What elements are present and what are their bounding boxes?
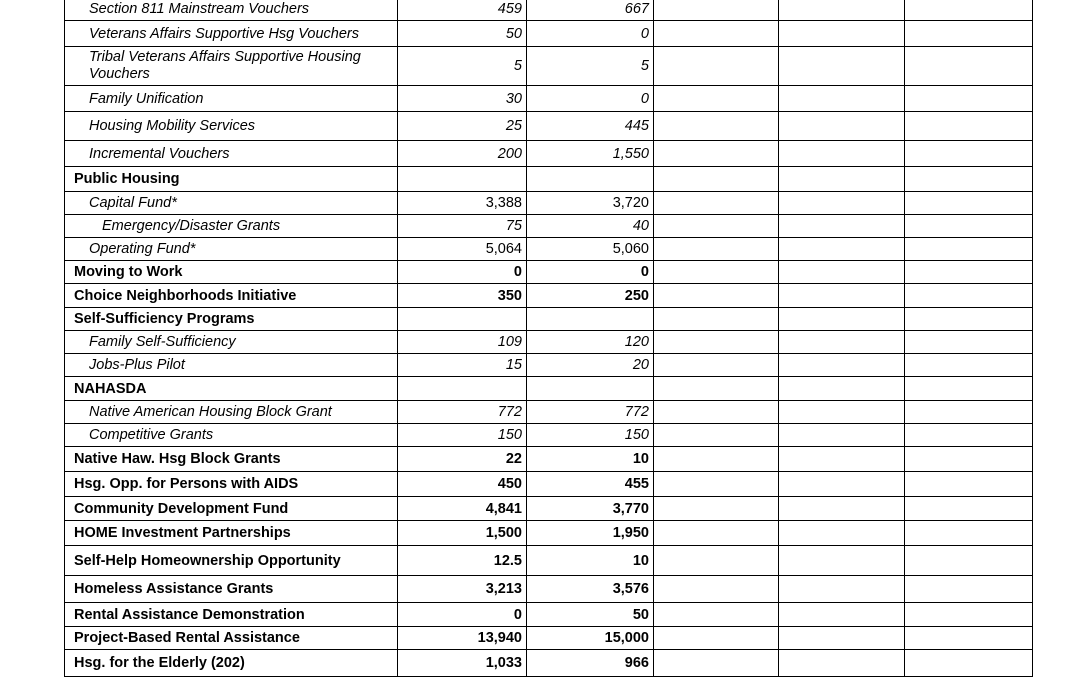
empty-cell	[905, 141, 1033, 167]
row-label-text: Family Unification	[89, 90, 204, 107]
empty-cell	[905, 192, 1033, 215]
empty-cell	[654, 86, 779, 112]
value-col-2: 772	[527, 401, 654, 424]
value-col-2	[527, 308, 654, 331]
empty-cell	[654, 308, 779, 331]
value-col-2: 5,060	[527, 238, 654, 261]
row-label	[65, 472, 398, 497]
row-label-text: Public Housing	[74, 171, 180, 187]
value-col-2: 3,720	[527, 192, 654, 215]
empty-cell	[654, 546, 779, 576]
value-col-1: 0	[398, 603, 527, 627]
row-label-text: Self-Help Homeownership Opportunity	[74, 552, 341, 569]
table-row	[65, 650, 1033, 677]
value-col-1: 22	[398, 447, 527, 472]
empty-cell	[779, 627, 905, 650]
value-col-1: 1,033	[398, 650, 527, 677]
row-label	[65, 192, 398, 215]
value-col-1: 4,841	[398, 497, 527, 521]
table-row	[65, 21, 1033, 47]
empty-cell	[905, 521, 1033, 546]
row-label-text: Homeless Assistance Grants	[74, 581, 274, 597]
empty-cell	[905, 86, 1033, 112]
row-label	[65, 354, 398, 377]
empty-cell	[654, 215, 779, 238]
row-label	[65, 576, 398, 603]
value-col-2: 150	[527, 424, 654, 447]
row-label-text: Native Haw. Hsg Block Grants	[74, 451, 281, 467]
empty-cell	[905, 331, 1033, 354]
value-col-1	[398, 308, 527, 331]
row-label	[65, 47, 398, 86]
value-col-1	[398, 167, 527, 192]
value-col-2: 50	[527, 603, 654, 627]
value-col-2: 5	[527, 47, 654, 86]
table-row	[65, 447, 1033, 472]
empty-cell	[779, 521, 905, 546]
value-col-2: 1,950	[527, 521, 654, 546]
value-col-1: 5,064	[398, 238, 527, 261]
empty-cell	[654, 377, 779, 401]
table-row	[65, 377, 1033, 401]
empty-cell	[654, 424, 779, 447]
row-label-text: Hsg. for the Elderly (202)	[74, 655, 245, 671]
value-col-2: 667	[527, 0, 654, 21]
empty-cell	[779, 354, 905, 377]
row-label	[65, 141, 398, 167]
table-row	[65, 401, 1033, 424]
value-col-1: 5	[398, 47, 527, 86]
value-col-2: 1,550	[527, 141, 654, 167]
row-label-text: Housing Mobility Services	[89, 118, 256, 134]
empty-cell	[779, 192, 905, 215]
row-label	[65, 112, 398, 141]
table-row	[65, 546, 1033, 576]
empty-cell	[779, 284, 905, 308]
empty-cell	[905, 576, 1033, 603]
table-row	[65, 521, 1033, 546]
value-col-2: 10	[527, 546, 654, 576]
empty-cell	[654, 331, 779, 354]
value-col-1: 450	[398, 472, 527, 497]
empty-cell	[654, 603, 779, 627]
value-col-2: 120	[527, 331, 654, 354]
row-label	[65, 238, 398, 261]
row-label-text: Native American Housing Block Grant	[89, 404, 332, 420]
empty-cell	[654, 47, 779, 86]
value-col-2: 250	[527, 284, 654, 308]
row-label	[65, 0, 398, 21]
empty-cell	[779, 141, 905, 167]
value-col-1: 200	[398, 141, 527, 167]
table-row	[65, 331, 1033, 354]
table-row	[65, 167, 1033, 192]
row-label-text: Competitive Grants	[89, 427, 214, 443]
empty-cell	[905, 112, 1033, 141]
empty-cell	[654, 141, 779, 167]
value-col-1: 12.5	[398, 546, 527, 576]
empty-cell	[905, 284, 1033, 308]
row-label	[65, 401, 398, 424]
empty-cell	[654, 521, 779, 546]
table-row	[65, 627, 1033, 650]
row-label	[65, 603, 398, 627]
empty-cell	[905, 546, 1033, 576]
value-col-1: 25	[398, 112, 527, 141]
value-col-1: 772	[398, 401, 527, 424]
row-label	[65, 424, 398, 447]
value-col-1: 1,500	[398, 521, 527, 546]
empty-cell	[905, 308, 1033, 331]
empty-cell	[654, 112, 779, 141]
empty-cell	[905, 0, 1033, 21]
empty-cell	[779, 331, 905, 354]
row-label-text: Family Self-Sufficiency	[89, 334, 236, 350]
table-row	[65, 112, 1033, 141]
value-col-1	[398, 377, 527, 401]
row-label-text: Choice Neighborhoods Initiative	[74, 287, 297, 304]
empty-cell	[779, 377, 905, 401]
value-col-2: 445	[527, 112, 654, 141]
table-row	[65, 424, 1033, 447]
empty-cell	[654, 0, 779, 21]
empty-cell	[779, 650, 905, 677]
empty-cell	[905, 603, 1033, 627]
table-row	[65, 141, 1033, 167]
row-label-text: Incremental Vouchers	[89, 145, 230, 162]
empty-cell	[905, 354, 1033, 377]
row-label-text: Capital Fund*	[89, 195, 177, 211]
row-label	[65, 331, 398, 354]
table-row	[65, 238, 1033, 261]
empty-cell	[779, 546, 905, 576]
value-col-1: 13,940	[398, 627, 527, 650]
empty-cell	[905, 167, 1033, 192]
row-label-text: Veterans Affairs Supportive Hsg Vouchers	[89, 25, 359, 42]
empty-cell	[779, 215, 905, 238]
row-label	[65, 650, 398, 677]
value-col-2: 0	[527, 86, 654, 112]
empty-cell	[905, 650, 1033, 677]
empty-cell	[654, 650, 779, 677]
empty-cell	[654, 284, 779, 308]
empty-cell	[779, 238, 905, 261]
row-label-text: Hsg. Opp. for Persons with AIDS	[74, 476, 299, 492]
value-col-2: 966	[527, 650, 654, 677]
empty-cell	[654, 447, 779, 472]
row-label	[65, 377, 398, 401]
table-row	[65, 192, 1033, 215]
value-col-1: 0	[398, 261, 527, 284]
table-row	[65, 86, 1033, 112]
value-col-1: 459	[398, 0, 527, 21]
value-col-1: 3,388	[398, 192, 527, 215]
empty-cell	[654, 497, 779, 521]
row-label	[65, 167, 398, 192]
budget-table	[64, 0, 1033, 677]
empty-cell	[779, 167, 905, 192]
empty-cell	[779, 424, 905, 447]
row-label	[65, 21, 398, 47]
row-label-text: Tribal Veterans Affairs Supportive Housing Vouchers	[89, 49, 361, 82]
empty-cell	[905, 472, 1033, 497]
row-label-text: Community Development Fund	[74, 500, 289, 517]
empty-cell	[779, 0, 905, 21]
empty-cell	[779, 576, 905, 603]
value-col-2: 3,576	[527, 576, 654, 603]
row-label-text: Rental Assistance Demonstration	[74, 606, 305, 623]
row-label-text: Self-Sufficiency Programs	[74, 311, 255, 327]
empty-cell	[905, 401, 1033, 424]
empty-cell	[905, 238, 1033, 261]
table-row	[65, 261, 1033, 284]
row-label	[65, 215, 398, 238]
row-label	[65, 497, 398, 521]
empty-cell	[905, 377, 1033, 401]
value-col-1: 350	[398, 284, 527, 308]
value-col-1: 3,213	[398, 576, 527, 603]
empty-cell	[905, 21, 1033, 47]
row-label	[65, 627, 398, 650]
table-row	[65, 215, 1033, 238]
empty-cell	[779, 21, 905, 47]
row-label-text: HOME Investment Partnerships	[74, 525, 291, 541]
value-col-1: 150	[398, 424, 527, 447]
empty-cell	[779, 112, 905, 141]
row-label	[65, 308, 398, 331]
row-label-text: NAHASDA	[74, 380, 147, 397]
table-row	[65, 472, 1033, 497]
empty-cell	[654, 401, 779, 424]
value-col-2	[527, 167, 654, 192]
value-col-2: 455	[527, 472, 654, 497]
value-col-1: 75	[398, 215, 527, 238]
row-label	[65, 521, 398, 546]
table-row	[65, 354, 1033, 377]
empty-cell	[654, 192, 779, 215]
budget-table-body	[65, 0, 1033, 677]
empty-cell	[905, 627, 1033, 650]
empty-cell	[654, 167, 779, 192]
empty-cell	[654, 261, 779, 284]
table-row	[65, 0, 1033, 21]
row-label	[65, 546, 398, 576]
empty-cell	[779, 497, 905, 521]
row-label-text: Emergency/Disaster Grants	[102, 218, 281, 234]
value-col-1: 50	[398, 21, 527, 47]
row-label	[65, 447, 398, 472]
empty-cell	[905, 424, 1033, 447]
empty-cell	[779, 308, 905, 331]
row-label-text: Jobs-Plus Pilot	[89, 357, 185, 373]
empty-cell	[654, 576, 779, 603]
value-col-2: 15,000	[527, 627, 654, 650]
empty-cell	[654, 354, 779, 377]
table-row	[65, 47, 1033, 86]
value-col-1: 30	[398, 86, 527, 112]
value-col-1: 109	[398, 331, 527, 354]
value-col-2: 3,770	[527, 497, 654, 521]
table-row	[65, 603, 1033, 627]
row-label	[65, 261, 398, 284]
value-col-1: 15	[398, 354, 527, 377]
table-row	[65, 576, 1033, 603]
empty-cell	[905, 215, 1033, 238]
value-col-2: 0	[527, 261, 654, 284]
value-col-2: 20	[527, 354, 654, 377]
row-label-text: Project-Based Rental Assistance	[74, 630, 300, 646]
empty-cell	[779, 261, 905, 284]
empty-cell	[905, 447, 1033, 472]
empty-cell	[654, 627, 779, 650]
empty-cell	[654, 238, 779, 261]
value-col-2	[527, 377, 654, 401]
table-row	[65, 284, 1033, 308]
empty-cell	[779, 401, 905, 424]
row-label	[65, 284, 398, 308]
empty-cell	[779, 603, 905, 627]
row-label-text: Operating Fund*	[89, 241, 196, 257]
value-col-2: 10	[527, 447, 654, 472]
empty-cell	[654, 472, 779, 497]
empty-cell	[779, 472, 905, 497]
empty-cell	[654, 21, 779, 47]
empty-cell	[905, 261, 1033, 284]
table-row	[65, 308, 1033, 331]
value-col-2: 40	[527, 215, 654, 238]
row-label	[65, 86, 398, 112]
value-col-2: 0	[527, 21, 654, 47]
table-row	[65, 497, 1033, 521]
empty-cell	[779, 447, 905, 472]
empty-cell	[779, 47, 905, 86]
row-label-text: Moving to Work	[74, 264, 183, 280]
empty-cell	[905, 47, 1033, 86]
empty-cell	[779, 86, 905, 112]
empty-cell	[905, 497, 1033, 521]
row-label-text: Section 811 Mainstream Vouchers	[89, 1, 310, 17]
